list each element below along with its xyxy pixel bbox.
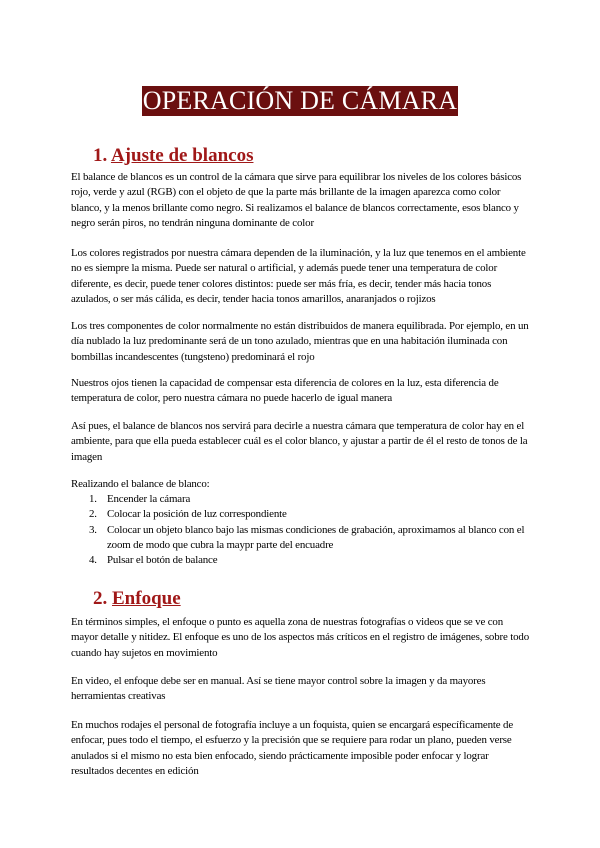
steps-list [71,492,529,568]
step-number: 2. [89,508,97,521]
section-1-title: Ajuste de blancos [110,145,254,166]
section-1-paragraph-1: El balance de blancos es un control de la cámara que sirve para equilibrar los niveles de los colores básicos rojo, verde y azul (RGB) con el objeto de que la parte más brillante de la imagen aparezca como color blanco, y la menos brillante como negro. Si realizamos el balance de blancos correctamente, esos blanco y negro serán piros, no tendrán ninguna dominante de color [71,171,522,229]
section-1-paragraph-2: Los colores registrados por nuestra cámara dependen de la iluminación, y la luz que tenemos en el ambiente no es siempre la misma. Puede ser natural o artificial, y además puede tener una temperatura de color diferente, es decir, puede tener colores distintos: puede ser más fría, es decir, tender más hacia tonos azulados, o ser más cálida, es decir, tender hacia tonos amarillos, anaranjados o rojizos [71,247,526,305]
list-item [71,523,529,554]
section-2-paragraph-1: En términos simples, el enfoque o punto es aquella zona de nuestras fotografías o videos que se ve con mayor detalle y nitidez. El enfoque es uno de los aspectos más críticos en el registro de imágenes, sobre todo cuando hay sujetos en movimiento [71,616,530,659]
list-item [71,492,529,507]
section-1-paragraph-5: Así pues, el balance de blancos nos servirá para decirle a nuestra cámara que temperatura de color hay en el ambiente, para que ella pueda establecer cuál es el color blanco, y ajustar a partir de él el resto de tonos de la imagen [71,420,528,463]
step-number: 4. [89,554,97,567]
section-2-title: Enfoque [112,588,181,609]
section-1-heading [93,145,253,167]
step-text: Colocar la posición de luz correspondiente [107,508,287,521]
section-2-number: 2. [93,588,108,609]
step-text: Pulsar el botón de balance [107,554,218,567]
step-number: 3. [89,523,97,536]
title-wrapper [0,86,600,116]
steps-intro: Realizando el balance de blanco: [71,478,210,490]
list-item [71,553,529,568]
section-2-paragraph-3: En muchos rodajes el personal de fotografía incluye a un foquista, quien se encargará específicamente de enfocar, pues todo el tiempo, el esfuerzo y la precisión que se requiere para rodar un plano, pueden verse anulados si el mismo no esta bien enfocado, siendo prácticamente imposible poder enfocar y lograr resultados decentes en edición [71,719,514,777]
list-item [71,507,529,522]
section-1-number: 1. [93,145,108,166]
step-number: 1. [89,493,97,505]
section-2-paragraph-2: En video, el enfoque debe ser en manual. Así se tiene mayor control sobre la imagen y da mayores herramientas creativas [71,675,486,703]
step-text: Encender la cámara [107,493,191,505]
step-text: Colocar un objeto blanco bajo las mismas condiciones de grabación, aproximamos al blanco con el zoom de modo que cubra la maypr parte del encuadre [107,523,525,551]
section-1-paragraph-4: Nuestros ojos tienen la capacidad de compensar esta diferencia de colores en la luz, esta diferencia de temperatura de color, pero nuestra cámara no puede hacerlo de igual manera [71,377,499,405]
section-2-heading [93,588,181,610]
document-title: OPERACIÓN DE CÁMARA [142,86,458,115]
section-1-paragraph-3: Los tres componentes de color normalmente no están distribuidos de manera equilibrada. Por ejemplo, en un día nublado la luz predominante será de un tono azulado, mientras que en una habitación iluminada con bombillas incandescentes (tungsteno) predominará el rojo [71,320,529,363]
